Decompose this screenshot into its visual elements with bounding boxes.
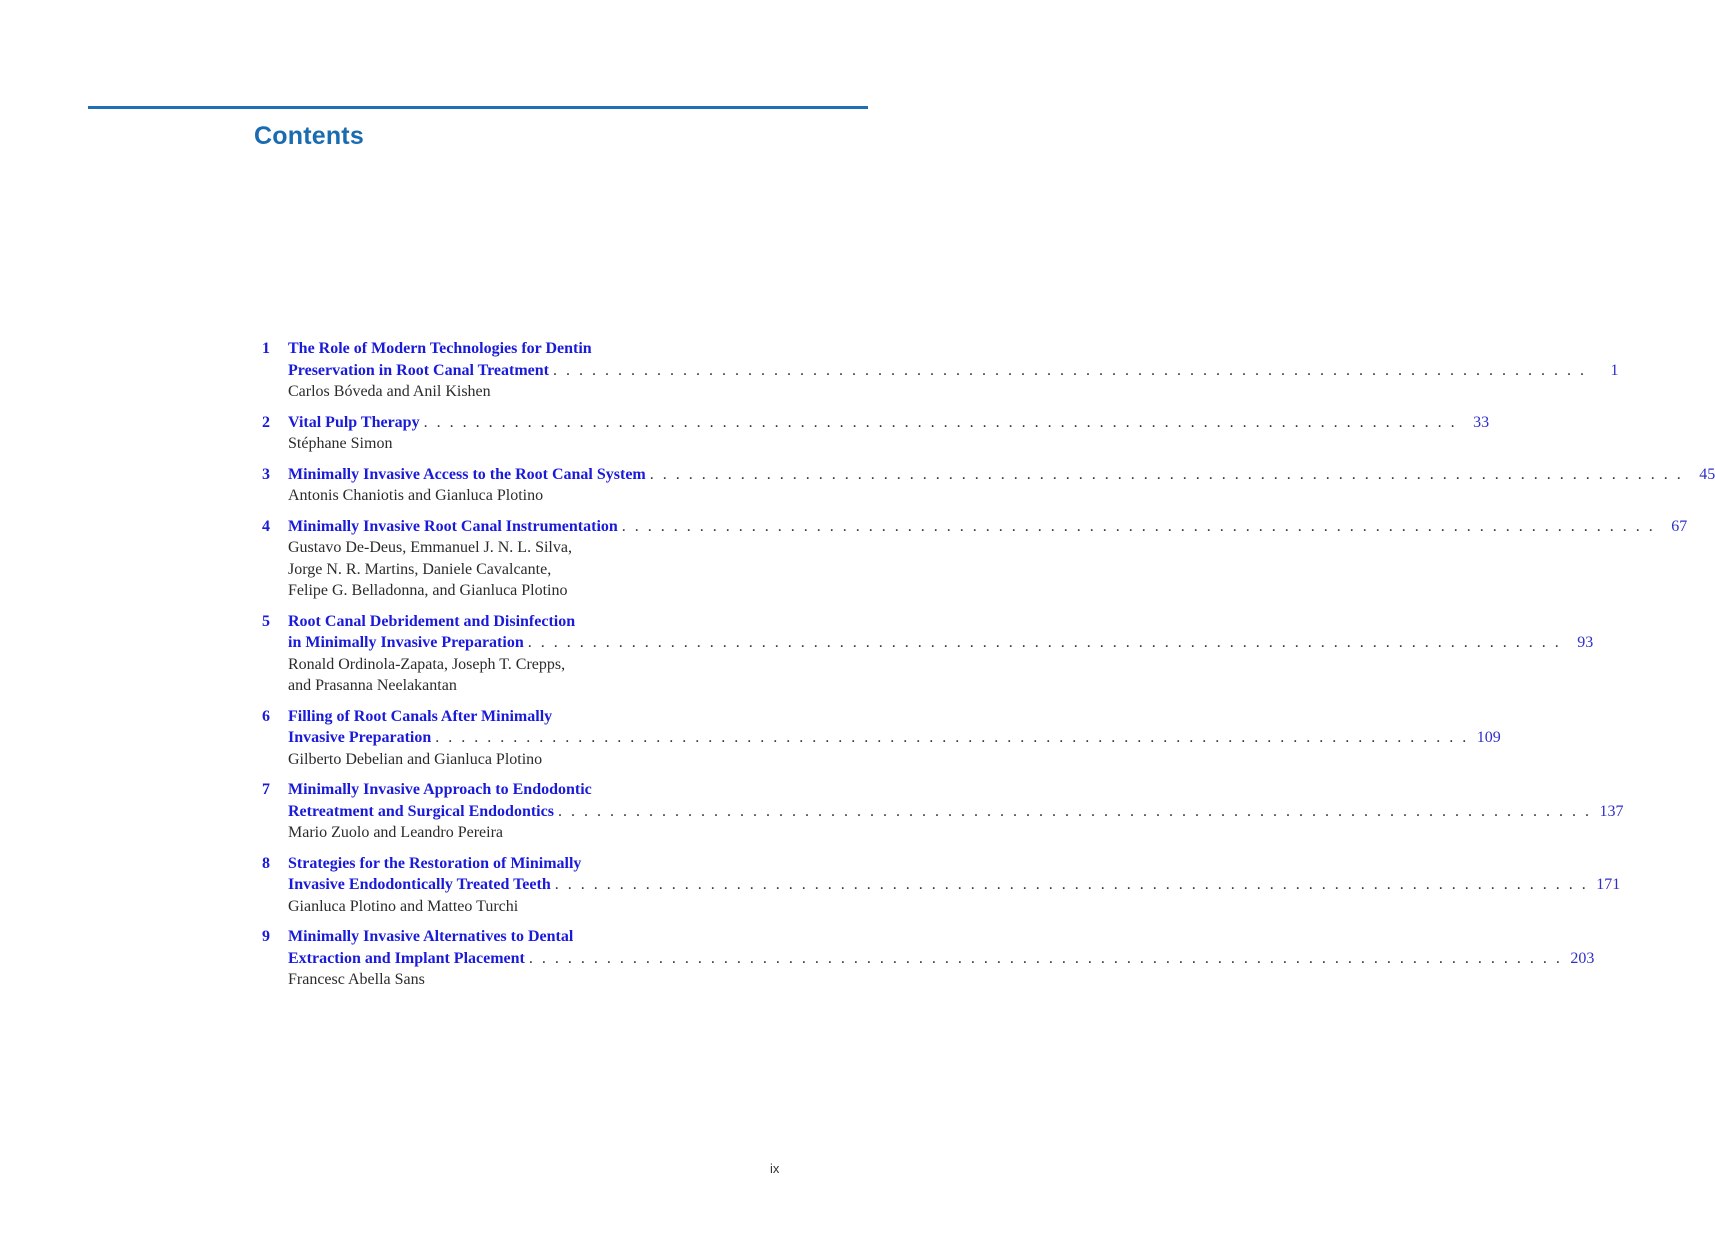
chapter-title[interactable]: Extraction and Implant Placement [288,949,525,967]
chapter-number: 7 [262,781,270,798]
chapter-authors: Felipe G. Belladonna, and Gianluca Plotino [288,582,568,599]
chapter-number: 5 [262,612,270,630]
toc-title-line [262,779,782,801]
header-rule [88,106,868,109]
toc-title-line [262,338,782,360]
chapter-title[interactable]: Invasive Endodontically Treated Teeth [288,876,551,893]
chapter-title[interactable]: Minimally Invasive Access to the Root Canal System [288,465,646,483]
page-number[interactable]: 109 [1476,729,1501,746]
table-of-contents [262,338,1715,1000]
page-number[interactable]: 45 [1699,465,1715,483]
toc-entry[interactable] [262,926,1595,991]
toc-entry[interactable] [262,853,1621,918]
toc-title-line [262,948,1595,970]
chapter-title[interactable]: Preservation in Root Canal Treatment [288,361,550,379]
dot-leader: . . . . . . . . . . . . . . . . . . . . . . . . . . . . . . . . . . . . . . . . . . . . . . . . . . . . . . . . . . . . . . . . . . . . . . . . . . . . . . . . [554,876,1589,893]
page-folio: ix [770,1161,780,1176]
chapter-authors: Gilberto Debelian and Gianluca Plotino [288,750,543,768]
toc-title-line [262,926,782,948]
page-heading: Contents [254,122,364,150]
page-number[interactable]: 67 [1671,517,1688,535]
page-number[interactable]: 93 [1577,634,1594,651]
dot-leader: . . . . . . . . . . . . . . . . . . . . . . . . . . . . . . . . . . . . . . . . . . . . . . . . . . . . . . . . . . . . . . . . . . . . . . . . . . . . . . . . [649,465,1684,483]
dot-leader: . . . . . . . . . . . . . . . . . . . . . . . . . . . . . . . . . . . . . . . . . . . . . . . . . . . . . . . . . . . . . . . . . . . . . . . . . . . . . . . . [528,949,1563,967]
chapter-title[interactable]: Strategies for the Restoration of Minimally [288,854,582,872]
chapter-title[interactable]: The Role of Modern Technologies for Dentin [288,340,592,357]
toc-entry[interactable] [262,412,1490,455]
toc-title-line [262,853,782,875]
toc-title-line [262,360,1619,382]
chapter-number: 6 [262,707,270,725]
toc-entry[interactable] [262,516,1688,602]
chapter-authors: Gustavo De-Deus, Emmanuel J. N. L. Silva, [288,539,572,556]
page-number[interactable]: 137 [1599,802,1624,820]
chapter-title[interactable]: Root Canal Debridement and Disinfection [288,612,576,630]
toc-entry[interactable] [262,779,1624,844]
page-number[interactable]: 33 [1473,413,1490,431]
chapter-title[interactable]: Filling of Root Canals After Minimally [288,707,553,725]
toc-title-line [262,706,782,728]
toc-title-line [262,412,1490,434]
chapter-authors: Mario Zuolo and Leandro Pereira [288,824,504,841]
toc-title-line [262,801,1624,823]
chapter-authors: Gianluca Plotino and Matteo Turchi [288,897,519,915]
toc-entry[interactable] [262,706,1501,771]
toc-title-line [262,611,782,633]
page-number[interactable]: 203 [1570,949,1595,967]
dot-leader: . . . . . . . . . . . . . . . . . . . . . . . . . . . . . . . . . . . . . . . . . . . . . . . . . . . . . . . . . . . . . . . . . . . . . . . . . . . . . . . . [527,634,1562,651]
chapter-number: 2 [262,413,270,431]
chapter-title[interactable]: Minimally Invasive Alternatives to Dental [288,928,574,945]
chapter-authors: Jorge N. R. Martins, Daniele Cavalcante, [288,560,552,578]
chapter-number: 3 [262,465,270,483]
dot-leader: . . . . . . . . . . . . . . . . . . . . . . . . . . . . . . . . . . . . . . . . . . . . . . . . . . . . . . . . . . . . . . . . . . . . . . . . . . . . . . . . [557,802,1592,820]
chapter-number: 8 [262,854,270,872]
dot-leader: . . . . . . . . . . . . . . . . . . . . . . . . . . . . . . . . . . . . . . . . . . . . . . . . . . . . . . . . . . . . . . . . . . . . . . . . . . . . . . . . [621,517,1656,535]
toc-entry[interactable] [262,464,1715,507]
toc-entry[interactable] [262,611,1594,697]
chapter-number: 4 [262,517,270,535]
dot-leader: . . . . . . . . . . . . . . . . . . . . . . . . . . . . . . . . . . . . . . . . . . . . . . . . . . . . . . . . . . . . . . . . . . . . . . . . . . . . . . . . [435,729,1469,746]
dot-leader: . . . . . . . . . . . . . . . . . . . . . . . . . . . . . . . . . . . . . . . . . . . . . . . . . . . . . . . . . . . . . . . . . . . . . . . . . . . . . . . . [423,413,1458,431]
toc-title-line [262,516,1688,538]
chapter-authors: Stéphane Simon [288,435,393,452]
page-number[interactable]: 1 [1610,361,1619,379]
chapter-title[interactable]: in Minimally Invasive Preparation [288,634,524,651]
toc-entry[interactable] [262,338,1619,403]
chapter-title[interactable]: Vital Pulp Therapy [288,413,420,431]
chapter-title[interactable]: Invasive Preparation [288,729,432,746]
chapter-number: 9 [262,928,270,945]
chapter-authors: Ronald Ordinola-Zapata, Joseph T. Crepps, [288,655,566,673]
chapter-authors: and Prasanna Neelakantan [288,677,457,694]
toc-title-line [262,874,1621,896]
toc-title-line [262,464,1715,486]
toc-title-line [262,632,1594,654]
chapter-authors: Francesc Abella Sans [288,971,425,988]
page-number[interactable]: 171 [1596,876,1621,893]
chapter-title[interactable]: Minimally Invasive Approach to Endodontic [288,781,592,798]
chapter-number: 1 [262,340,270,357]
chapter-title[interactable]: Retreatment and Surgical Endodontics [288,802,554,820]
chapter-title[interactable]: Minimally Invasive Root Canal Instrumentation [288,517,618,535]
chapter-authors: Carlos Bóveda and Anil Kishen [288,383,491,400]
toc-title-line [262,727,1501,749]
dot-leader: . . . . . . . . . . . . . . . . . . . . . . . . . . . . . . . . . . . . . . . . . . . . . . . . . . . . . . . . . . . . . . . . . . . . . . . . . . . . . . . . [553,361,1587,379]
chapter-authors: Antonis Chaniotis and Gianluca Plotino [288,487,544,504]
